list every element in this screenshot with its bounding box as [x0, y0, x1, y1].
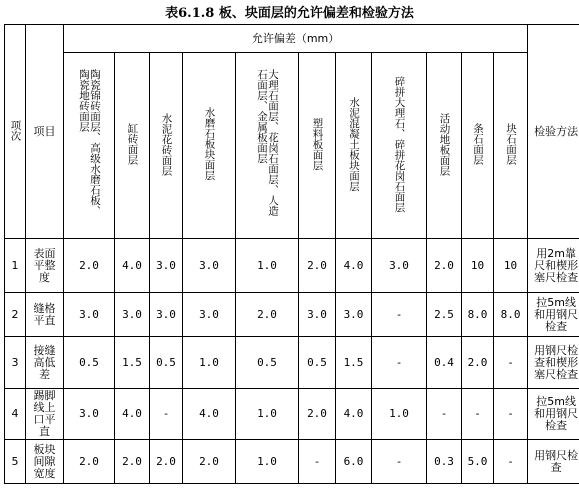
- table-row: [5, 293, 579, 337]
- tolerance-value: -: [427, 389, 462, 440]
- column-header-1: 陶瓷锦砖面层、高级水磨石板、陶瓷地砖面层: [64, 53, 115, 239]
- tolerance-value: 2.0: [115, 440, 150, 484]
- column-header-9: 活动地板面层: [427, 53, 462, 239]
- row-item: 板块间隙宽度: [26, 440, 64, 484]
- tolerance-value: -: [372, 440, 427, 484]
- tolerance-value: 1.0: [372, 389, 427, 440]
- row-method: 用2m靠尺和楔形塞尺检查: [528, 239, 579, 293]
- tolerance-value: -: [494, 389, 528, 440]
- tolerance-value: 0.3: [427, 440, 462, 484]
- tolerance-value: 2.0: [183, 440, 236, 484]
- column-header-11: 块石面层: [494, 53, 528, 239]
- tolerance-value: 2.0: [150, 440, 183, 484]
- tolerance-value: -: [462, 389, 494, 440]
- row-seq: 1: [5, 239, 26, 293]
- tolerance-value: 0.5: [64, 336, 115, 388]
- table-title: 表6.1.8 板、块面层的允许偏差和检验方法: [165, 6, 414, 21]
- column-header-5: 大理石面层、花岗石面层、人造石面层、金属板面层: [236, 53, 299, 239]
- row-method: 拉5m线和用钢尺检查: [528, 293, 579, 337]
- tolerance-value: 2.5: [427, 293, 462, 337]
- tolerance-value: 8.0: [494, 293, 528, 337]
- tolerance-value: 4.0: [183, 389, 236, 440]
- column-header-2: 缸砖面层: [115, 53, 150, 239]
- tolerance-value: 1.5: [115, 336, 150, 388]
- header-seq: 项次: [5, 25, 26, 239]
- column-header-3: 水泥花砖面层: [150, 53, 183, 239]
- table-row: [5, 440, 579, 484]
- row-item: 踢脚线上口平直: [26, 389, 64, 440]
- tolerance-value: 3.0: [115, 293, 150, 337]
- tolerance-table: [4, 24, 579, 484]
- column-header-7: 水泥混凝土板块面层: [336, 53, 372, 239]
- row-method: 用钢尺检查和楔形塞尺检查: [528, 336, 579, 388]
- tolerance-value: 0.4: [427, 336, 462, 388]
- tolerance-value: 1.0: [236, 440, 299, 484]
- tolerance-value: 3.0: [150, 293, 183, 337]
- tolerance-value: 3.0: [183, 239, 236, 293]
- tolerance-value: 0.5: [299, 336, 336, 388]
- row-item: 接缝高低差: [26, 336, 64, 388]
- tolerance-value: 1.0: [236, 239, 299, 293]
- tolerance-value: 5.0: [462, 440, 494, 484]
- header-method: 检验方法: [528, 25, 579, 239]
- tolerance-value: -: [494, 440, 528, 484]
- tolerance-value: 2.0: [299, 239, 336, 293]
- table-row: [5, 336, 579, 388]
- row-item: 缝格平直: [26, 293, 64, 337]
- tolerance-value: 0.5: [236, 336, 299, 388]
- tolerance-value: 8.0: [462, 293, 494, 337]
- tolerance-value: 1.0: [183, 336, 236, 388]
- column-header-row: [5, 53, 579, 239]
- column-header-4: 水磨石板块面层: [183, 53, 236, 239]
- tolerance-value: 1.0: [236, 389, 299, 440]
- tolerance-value: 4.0: [115, 239, 150, 293]
- tolerance-value: 0.5: [150, 336, 183, 388]
- table-body: [5, 239, 579, 484]
- tolerance-value: 2.0: [64, 440, 115, 484]
- tolerance-value: 4.0: [336, 239, 372, 293]
- column-header-10: 条石面层: [462, 53, 494, 239]
- tolerance-value: -: [494, 336, 528, 388]
- tolerance-value: 10: [494, 239, 528, 293]
- tolerance-value: -: [299, 440, 336, 484]
- table-row: [5, 239, 579, 293]
- tolerance-value: 3.0: [150, 239, 183, 293]
- row-seq: 3: [5, 336, 26, 388]
- tolerance-value: 2.0: [236, 293, 299, 337]
- row-item: 表面平整度: [26, 239, 64, 293]
- tolerance-value: 4.0: [336, 389, 372, 440]
- tolerance-value: 3.0: [336, 293, 372, 337]
- tolerance-value: 3.0: [183, 293, 236, 337]
- row-seq: 5: [5, 440, 26, 484]
- header-tolerance-group: 允许偏差（mm）: [64, 25, 528, 53]
- column-header-6: 塑料板面层: [299, 53, 336, 239]
- tolerance-value: 3.0: [372, 239, 427, 293]
- row-seq: 2: [5, 293, 26, 337]
- tolerance-value: 4.0: [115, 389, 150, 440]
- tolerance-value: 1.5: [336, 336, 372, 388]
- table-row: [5, 389, 579, 440]
- tolerance-value: 3.0: [64, 389, 115, 440]
- header-item: 项目: [26, 25, 64, 239]
- tolerance-value: -: [372, 293, 427, 337]
- tolerance-value: 2.0: [462, 336, 494, 388]
- tolerance-value: 3.0: [64, 293, 115, 337]
- tolerance-value: 2.0: [64, 239, 115, 293]
- tolerance-value: 6.0: [336, 440, 372, 484]
- row-method: 用钢尺检查: [528, 440, 579, 484]
- tolerance-value: 10: [462, 239, 494, 293]
- row-seq: 4: [5, 389, 26, 440]
- tolerance-value: -: [372, 336, 427, 388]
- tolerance-value: 2.0: [299, 389, 336, 440]
- column-header-8: 碎拼大理石、碎拼花岗石面层: [372, 53, 427, 239]
- tolerance-value: 2.0: [427, 239, 462, 293]
- tolerance-value: -: [150, 389, 183, 440]
- row-method: 拉5m线和用钢尺检查: [528, 389, 579, 440]
- tolerance-value: 3.0: [299, 293, 336, 337]
